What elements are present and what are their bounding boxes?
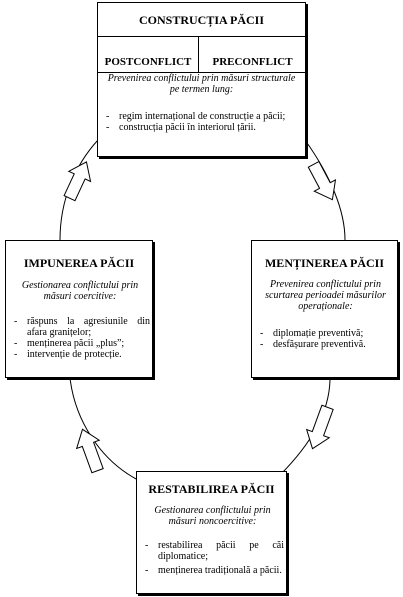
header-postconflict: POSTCONFLICT <box>104 56 192 68</box>
box-title: CONSTRUCȚIA PĂCII <box>138 13 265 27</box>
box-mentinerea-pacii <box>251 240 398 378</box>
list-item: - desfășurare preventivă. <box>256 339 395 350</box>
list-item: - diplomație preventivă; <box>256 328 395 339</box>
box-item-list <box>102 111 301 133</box>
box-item-list <box>10 316 150 360</box>
box-subtitle: Gestionarea conflictului prin măsuri coercitive: <box>21 280 139 302</box>
box-item-list <box>256 328 395 350</box>
header-preconflict: PRECONFLICT <box>212 56 293 68</box>
list-item: - construcția păcii în interiorul țării. <box>102 122 301 133</box>
box-subtitle: Prevenirea conflictului prin măsuri structurale pe termen lung: <box>107 73 296 95</box>
list-item: - menținerea tradițională a păcii. <box>141 565 284 576</box>
list-item: - intervenție de protecție. <box>10 349 150 360</box>
list-item: - regim internațional de construcție a păcii; <box>102 111 301 122</box>
box-subtitle: Prevenirea conflictului prin scurtarea perioadei măsurilor operaționale: <box>265 279 386 312</box>
header-row <box>98 36 305 73</box>
list-item: - menținerea păcii „plus”; <box>10 338 150 349</box>
arrow-left-to-top <box>59 157 98 203</box>
list-item: - restabilirea păcii pe căi diplomatice; <box>141 540 284 562</box>
cycle-arc-bottom-left <box>70 378 138 480</box>
box-title: RESTABILIREA PĂCII <box>148 482 275 496</box>
box-title: IMPUNEREA PĂCII <box>23 256 135 270</box>
box-impunerea-pacii <box>5 240 153 378</box>
arrow-right-to-bottom <box>301 403 339 453</box>
box-restabilirea-pacii <box>136 471 287 594</box>
box-item-list <box>141 540 284 576</box>
arrow-bottom-to-left <box>71 425 109 475</box>
box-subtitle: Gestionarea conflictului prin măsuri noncoercitive: <box>154 505 271 527</box>
box-title: MENȚINEREA PĂCII <box>264 256 384 270</box>
list-item: - răspuns la agresiunile din afara granițelor; <box>10 316 150 338</box>
box-constructia-pacii <box>97 2 306 157</box>
